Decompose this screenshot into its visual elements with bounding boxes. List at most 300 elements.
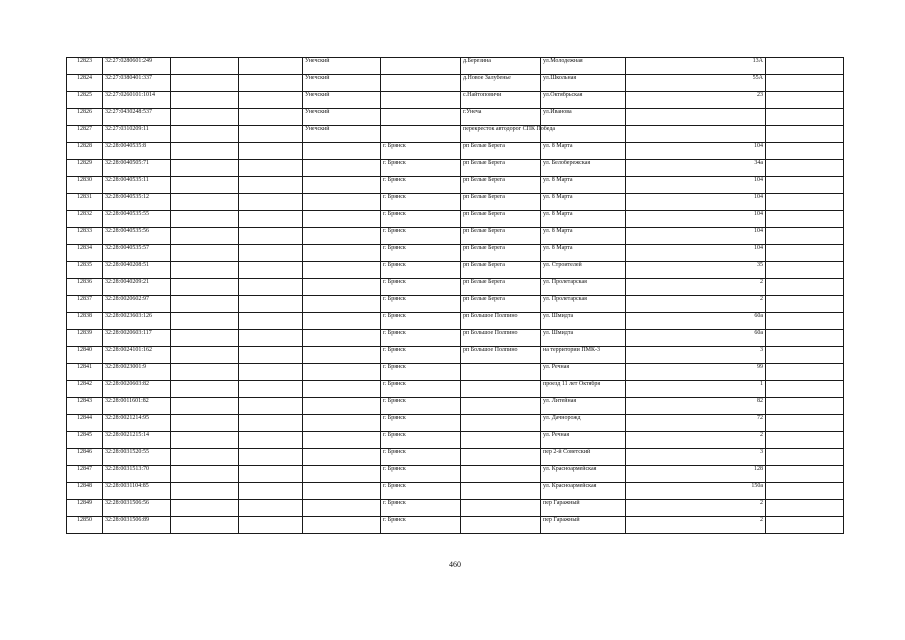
empty-cell [239, 177, 303, 194]
table-row [67, 483, 844, 500]
record-number-cell: 12836 [67, 279, 103, 296]
street-cell: ул.Октябрьская [541, 92, 626, 109]
empty-cell [171, 449, 239, 466]
locality-cell: рп Белые Берега [461, 143, 541, 160]
table-row [67, 160, 844, 177]
district-cell [303, 160, 381, 177]
locality-cell: перекресток автодорог СПК Победа [461, 126, 541, 143]
district-cell [303, 177, 381, 194]
cadastral-number-cell: 32:28:0031520:55 [103, 449, 171, 466]
city-cell [381, 75, 461, 92]
city-cell: г. Брянск [381, 194, 461, 211]
empty-cell [239, 92, 303, 109]
empty-cell [766, 500, 844, 517]
locality-cell: рп Большое Полпино [461, 330, 541, 347]
record-number-cell: 12837 [67, 296, 103, 313]
locality-cell: д.Новое Залубенье [461, 75, 541, 92]
record-number-cell: 12827 [67, 126, 103, 143]
table-row [67, 262, 844, 279]
empty-cell [766, 483, 844, 500]
district-cell [303, 245, 381, 262]
locality-cell [461, 466, 541, 483]
empty-cell [171, 194, 239, 211]
empty-cell [766, 177, 844, 194]
empty-cell [239, 381, 303, 398]
cadastral-number-cell: 32:27:0260101:1014 [103, 92, 171, 109]
cadastral-number-cell: 32:28:0031506:56 [103, 500, 171, 517]
empty-cell [766, 466, 844, 483]
locality-cell: рп Белые Берега [461, 228, 541, 245]
cadastral-number-cell: 32:28:0031513:70 [103, 466, 171, 483]
house-number-cell: 3 [626, 449, 766, 466]
cadastral-number-cell: 32:28:0031506:89 [103, 517, 171, 534]
street-cell: на территории ПМК-3 [541, 347, 626, 364]
empty-cell [766, 398, 844, 415]
register-table [66, 57, 844, 534]
locality-cell: рп Большое Полпино [461, 313, 541, 330]
record-number-cell: 12830 [67, 177, 103, 194]
empty-cell [171, 500, 239, 517]
empty-cell [171, 517, 239, 534]
record-number-cell: 12825 [67, 92, 103, 109]
city-cell: г. Брянск [381, 262, 461, 279]
street-cell: ул. 8 Марта [541, 245, 626, 262]
record-number-cell: 12831 [67, 194, 103, 211]
empty-cell [239, 143, 303, 160]
empty-cell [766, 330, 844, 347]
district-cell [303, 330, 381, 347]
house-number-cell: 150а [626, 483, 766, 500]
locality-cell: г.Унеча [461, 109, 541, 126]
empty-cell [239, 330, 303, 347]
empty-cell [766, 262, 844, 279]
street-cell: ул. Красноармейская [541, 483, 626, 500]
house-number-cell: 99 [626, 364, 766, 381]
table-row [67, 228, 844, 245]
record-number-cell: 12846 [67, 449, 103, 466]
table-row [67, 449, 844, 466]
street-cell: пер 2-й Советский [541, 449, 626, 466]
cadastral-number-cell: 32:28:0021215:14 [103, 432, 171, 449]
cadastral-number-cell: 32:28:0020603:82 [103, 381, 171, 398]
empty-cell [171, 381, 239, 398]
empty-cell [171, 245, 239, 262]
cadastral-number-cell: 32:28:0040535:12 [103, 194, 171, 211]
city-cell: г. Брянск [381, 449, 461, 466]
empty-cell [171, 364, 239, 381]
locality-cell: д.Березина [461, 58, 541, 75]
table-row [67, 279, 844, 296]
empty-cell [766, 143, 844, 160]
table-row [67, 194, 844, 211]
empty-cell [239, 58, 303, 75]
record-number-cell: 12848 [67, 483, 103, 500]
empty-cell [239, 432, 303, 449]
house-number-cell: 23 [626, 92, 766, 109]
empty-cell [171, 398, 239, 415]
city-cell: г. Брянск [381, 296, 461, 313]
city-cell: г. Брянск [381, 347, 461, 364]
empty-cell [171, 313, 239, 330]
district-cell [303, 262, 381, 279]
street-cell: ул. Шмидта [541, 313, 626, 330]
city-cell: г. Брянск [381, 517, 461, 534]
locality-cell [461, 381, 541, 398]
house-number-cell: 82 [626, 398, 766, 415]
city-cell: г. Брянск [381, 177, 461, 194]
cadastral-number-cell: 32:28:0040535:56 [103, 228, 171, 245]
city-cell [381, 109, 461, 126]
empty-cell [171, 126, 239, 143]
table-row [67, 313, 844, 330]
empty-cell [171, 466, 239, 483]
district-cell [303, 143, 381, 160]
cadastral-number-cell: 32:28:0040209:21 [103, 279, 171, 296]
record-number-cell: 12832 [67, 211, 103, 228]
city-cell: г. Брянск [381, 279, 461, 296]
district-cell [303, 398, 381, 415]
city-cell: г. Брянск [381, 245, 461, 262]
locality-cell [461, 517, 541, 534]
record-number-cell: 12843 [67, 398, 103, 415]
empty-cell [766, 432, 844, 449]
table-row [67, 92, 844, 109]
cadastral-number-cell: 32:28:0023001:9 [103, 364, 171, 381]
street-cell: ул. 8 Марта [541, 228, 626, 245]
district-cell [303, 347, 381, 364]
record-number-cell: 12844 [67, 415, 103, 432]
street-cell: проезд 11 лет Октября [541, 381, 626, 398]
house-number-cell: 2 [626, 296, 766, 313]
district-cell [303, 415, 381, 432]
district-cell [303, 279, 381, 296]
district-cell: Унечский [303, 58, 381, 75]
street-cell: ул.Молодежная [541, 58, 626, 75]
empty-cell [766, 245, 844, 262]
empty-cell [766, 126, 844, 143]
house-number-cell: 3 [626, 347, 766, 364]
locality-cell [461, 432, 541, 449]
table-row [67, 398, 844, 415]
cadastral-number-cell: 32:28:0021214:95 [103, 415, 171, 432]
street-cell: ул. 8 Марта [541, 143, 626, 160]
street-cell: ул. Дачнорожд [541, 415, 626, 432]
empty-cell [239, 75, 303, 92]
house-number-cell: 2 [626, 500, 766, 517]
table-row [67, 415, 844, 432]
empty-cell [239, 228, 303, 245]
district-cell: Унечский [303, 75, 381, 92]
house-number-cell [626, 126, 766, 143]
empty-cell [239, 466, 303, 483]
district-cell [303, 432, 381, 449]
empty-cell [171, 58, 239, 75]
street-cell: ул.Школьная [541, 75, 626, 92]
locality-cell [461, 415, 541, 432]
record-number-cell: 12847 [67, 466, 103, 483]
city-cell: г. Брянск [381, 143, 461, 160]
house-number-cell: 60а [626, 330, 766, 347]
empty-cell [171, 92, 239, 109]
table-row [67, 466, 844, 483]
district-cell [303, 500, 381, 517]
street-cell: ул. Пролетарская [541, 279, 626, 296]
city-cell: г. Брянск [381, 364, 461, 381]
cadastral-number-cell: 32:28:0040208:51 [103, 262, 171, 279]
cadastral-number-cell: 32:27:0380401:337 [103, 75, 171, 92]
street-cell: ул.Иванова [541, 109, 626, 126]
locality-cell: рп Белые Берега [461, 160, 541, 177]
city-cell: г. Брянск [381, 398, 461, 415]
table-row [67, 347, 844, 364]
empty-cell [239, 211, 303, 228]
house-number-cell: 34а [626, 160, 766, 177]
record-number-cell: 12826 [67, 109, 103, 126]
record-number-cell: 12828 [67, 143, 103, 160]
empty-cell [239, 449, 303, 466]
locality-cell [461, 449, 541, 466]
city-cell [381, 58, 461, 75]
cadastral-number-cell: 32:28:0031104:85 [103, 483, 171, 500]
house-number-cell: 104 [626, 143, 766, 160]
house-number-cell: 2 [626, 432, 766, 449]
house-number-cell: 2 [626, 279, 766, 296]
empty-cell [171, 75, 239, 92]
empty-cell [171, 211, 239, 228]
city-cell [381, 126, 461, 143]
empty-cell [239, 126, 303, 143]
table-row [67, 177, 844, 194]
street-cell: ул. Строителей [541, 262, 626, 279]
empty-cell [766, 313, 844, 330]
table-row [67, 364, 844, 381]
empty-cell [171, 483, 239, 500]
empty-cell [239, 109, 303, 126]
locality-cell: рп Большое Полпино [461, 347, 541, 364]
empty-cell [239, 245, 303, 262]
empty-cell [239, 279, 303, 296]
empty-cell [239, 415, 303, 432]
district-cell [303, 466, 381, 483]
table-row [67, 109, 844, 126]
empty-cell [171, 296, 239, 313]
house-number-cell: 60а [626, 313, 766, 330]
district-cell: Унечский [303, 92, 381, 109]
cadastral-number-cell: 32:27:0280601:249 [103, 58, 171, 75]
district-cell [303, 517, 381, 534]
locality-cell: рп Белые Берега [461, 262, 541, 279]
table-row [67, 126, 844, 143]
empty-cell [766, 381, 844, 398]
house-number-cell: 35 [626, 262, 766, 279]
house-number-cell: 128 [626, 466, 766, 483]
table-row [67, 58, 844, 75]
district-cell [303, 381, 381, 398]
street-cell: ул. Шмидта [541, 330, 626, 347]
table-row [67, 245, 844, 262]
table-row [67, 143, 844, 160]
house-number-cell: 104 [626, 211, 766, 228]
locality-cell: рп Белые Берега [461, 177, 541, 194]
cadastral-number-cell: 32:27:0430248:537 [103, 109, 171, 126]
empty-cell [239, 517, 303, 534]
locality-cell: рп Белые Берега [461, 279, 541, 296]
empty-cell [239, 398, 303, 415]
street-cell: пер Гаражный [541, 500, 626, 517]
locality-cell: рп Белые Берега [461, 245, 541, 262]
empty-cell [766, 194, 844, 211]
cadastral-number-cell: 32:28:0020603:117 [103, 330, 171, 347]
street-cell: ул. Речная [541, 364, 626, 381]
cadastral-number-cell: 32:28:0020602:97 [103, 296, 171, 313]
table-row [67, 500, 844, 517]
table-row [67, 517, 844, 534]
cadastral-number-cell: 32:28:0040535:57 [103, 245, 171, 262]
empty-cell [766, 296, 844, 313]
street-cell: ул. Белобережская [541, 160, 626, 177]
street-cell: ул. Красноармейская [541, 466, 626, 483]
record-number-cell: 12823 [67, 58, 103, 75]
district-cell [303, 364, 381, 381]
locality-cell [461, 483, 541, 500]
street-cell: ул. 8 Марта [541, 211, 626, 228]
record-number-cell: 12833 [67, 228, 103, 245]
house-number-cell: 104 [626, 177, 766, 194]
street-cell: ул. 8 Марта [541, 177, 626, 194]
district-cell: Унечский [303, 109, 381, 126]
record-number-cell: 12850 [67, 517, 103, 534]
table-row [67, 330, 844, 347]
street-cell: ул. Речная [541, 432, 626, 449]
empty-cell [766, 160, 844, 177]
empty-cell [171, 109, 239, 126]
record-number-cell: 12842 [67, 381, 103, 398]
cadastral-number-cell: 32:28:0011601:82 [103, 398, 171, 415]
empty-cell [171, 262, 239, 279]
empty-cell [766, 347, 844, 364]
record-number-cell: 12845 [67, 432, 103, 449]
street-cell: ул. 8 Марта [541, 194, 626, 211]
empty-cell [766, 228, 844, 245]
record-number-cell: 12835 [67, 262, 103, 279]
house-number-cell: 2 [626, 517, 766, 534]
locality-cell [461, 500, 541, 517]
house-number-cell: 104 [626, 228, 766, 245]
empty-cell [171, 432, 239, 449]
empty-cell [239, 347, 303, 364]
empty-cell [171, 143, 239, 160]
empty-cell [766, 449, 844, 466]
empty-cell [171, 279, 239, 296]
house-number-cell: 72 [626, 415, 766, 432]
empty-cell [766, 75, 844, 92]
district-cell [303, 449, 381, 466]
empty-cell [239, 313, 303, 330]
city-cell: г. Брянск [381, 415, 461, 432]
empty-cell [239, 483, 303, 500]
record-number-cell: 12824 [67, 75, 103, 92]
table-row [67, 296, 844, 313]
empty-cell [171, 347, 239, 364]
city-cell: г. Брянск [381, 211, 461, 228]
empty-cell [766, 58, 844, 75]
locality-cell: рп Белые Берега [461, 194, 541, 211]
district-cell: Унечский [303, 126, 381, 143]
empty-cell [171, 177, 239, 194]
house-number-cell: 104 [626, 194, 766, 211]
district-cell [303, 211, 381, 228]
district-cell [303, 228, 381, 245]
cadastral-number-cell: 32:27:0310209:11 [103, 126, 171, 143]
city-cell: г. Брянск [381, 330, 461, 347]
city-cell: г. Брянск [381, 160, 461, 177]
table-row [67, 75, 844, 92]
empty-cell [766, 364, 844, 381]
locality-cell: рп Белые Берега [461, 211, 541, 228]
empty-cell [239, 262, 303, 279]
district-cell [303, 194, 381, 211]
record-number-cell: 12838 [67, 313, 103, 330]
empty-cell [766, 415, 844, 432]
empty-cell [766, 109, 844, 126]
house-number-cell: 1 [626, 381, 766, 398]
district-cell [303, 313, 381, 330]
empty-cell [239, 500, 303, 517]
city-cell: г. Брянск [381, 432, 461, 449]
city-cell: г. Брянск [381, 500, 461, 517]
locality-cell: рп Белые Берега [461, 296, 541, 313]
record-number-cell: 12834 [67, 245, 103, 262]
table-row [67, 381, 844, 398]
table-row [67, 432, 844, 449]
locality-cell [461, 398, 541, 415]
empty-cell [171, 228, 239, 245]
record-number-cell: 12840 [67, 347, 103, 364]
empty-cell [171, 160, 239, 177]
cadastral-number-cell: 32:28:0040505:71 [103, 160, 171, 177]
locality-cell: с.Найтоповичи [461, 92, 541, 109]
empty-cell [239, 364, 303, 381]
city-cell: г. Брянск [381, 313, 461, 330]
cadastral-number-cell: 32:28:0024101:162 [103, 347, 171, 364]
empty-cell [239, 296, 303, 313]
city-cell: г. Брянск [381, 228, 461, 245]
empty-cell [766, 279, 844, 296]
city-cell: г. Брянск [381, 466, 461, 483]
street-cell: ул. Литейная [541, 398, 626, 415]
house-number-cell [626, 109, 766, 126]
table-row [67, 211, 844, 228]
empty-cell [766, 92, 844, 109]
city-cell: г. Брянск [381, 483, 461, 500]
cadastral-number-cell: 32:28:0040535:55 [103, 211, 171, 228]
house-number-cell: 104 [626, 245, 766, 262]
empty-cell [766, 211, 844, 228]
empty-cell [239, 194, 303, 211]
district-cell [303, 483, 381, 500]
empty-cell [171, 330, 239, 347]
page-number: 460 [449, 560, 461, 569]
locality-cell [461, 364, 541, 381]
district-cell [303, 296, 381, 313]
cadastral-number-cell: 32:28:0023603:126 [103, 313, 171, 330]
cadastral-number-cell: 32:28:0040535:11 [103, 177, 171, 194]
city-cell [381, 92, 461, 109]
house-number-cell: 55А [626, 75, 766, 92]
street-cell: пер Гаражный [541, 517, 626, 534]
empty-cell [766, 517, 844, 534]
record-number-cell: 12841 [67, 364, 103, 381]
